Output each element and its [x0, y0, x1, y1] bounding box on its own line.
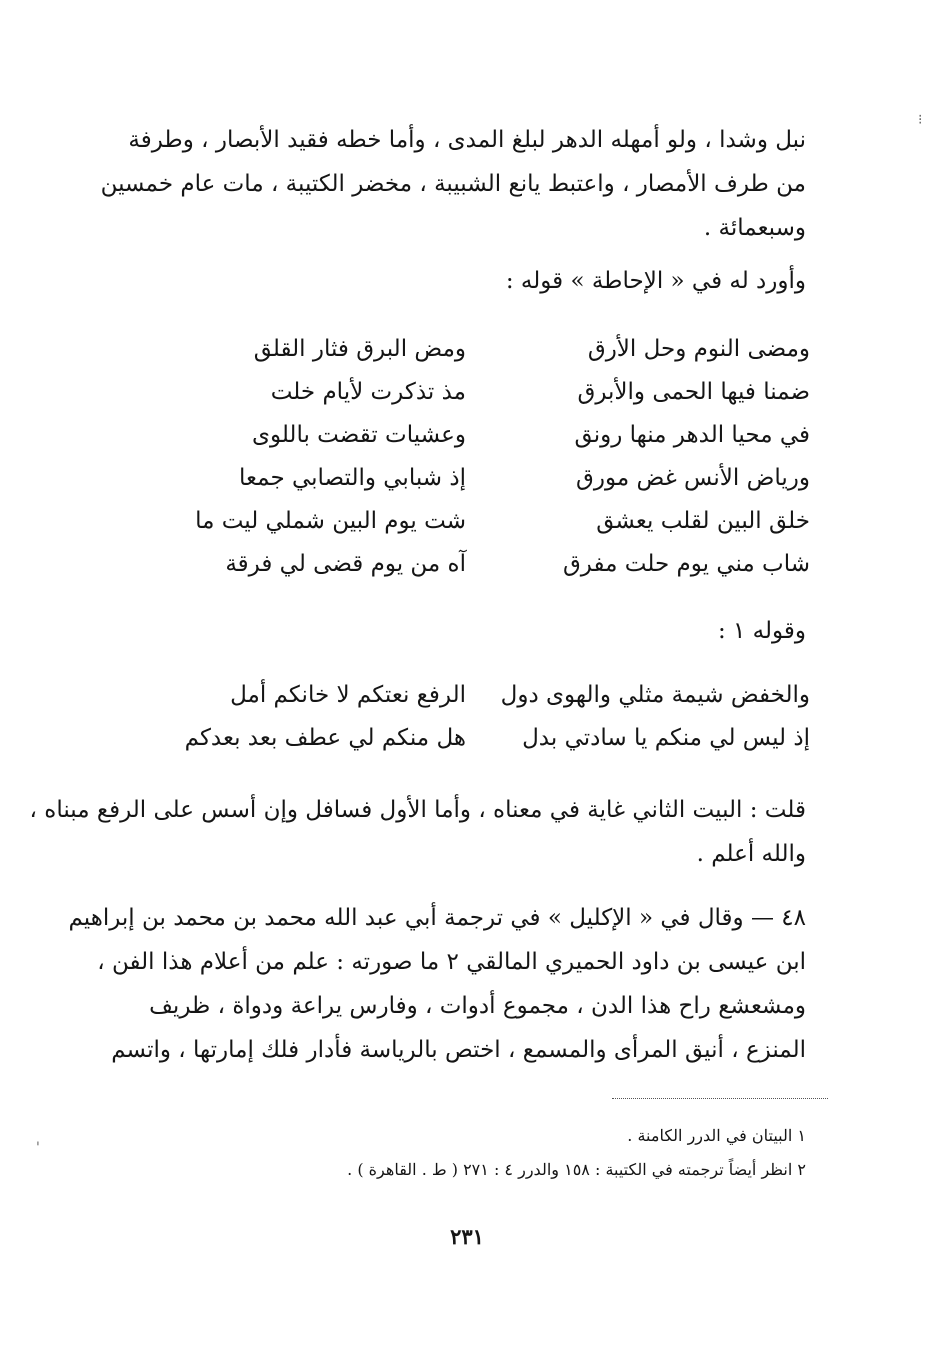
second-hemistich: في محيا الدهر منها رونق [574, 422, 810, 448]
footnote-divider [612, 1098, 828, 1099]
text-line: ابن عيسى بن داود الحميري المالقي ٢ ما صورته : علم من أعلام هذا الفن ، [97, 949, 806, 975]
paragraph-comment [29, 788, 806, 876]
verse-line [150, 500, 810, 543]
footnote-1: ١ البيتان في الدرر الكامنة . [627, 1126, 806, 1145]
second-hemistich: خلق البين لقلب يعشق [596, 508, 810, 534]
poem-one [150, 328, 810, 586]
second-hemistich: ومضى النوم وحل الأرق [587, 336, 810, 362]
margin-mark: ⁝ [918, 112, 923, 128]
verse-line [150, 717, 810, 760]
second-hemistich: إذ ليس لي منكم يا سادتي بدل [522, 725, 810, 751]
first-hemistich: شت يوم البين شملي ليت ما [195, 508, 466, 534]
first-hemistich: وعشيات تقضت باللوى [251, 422, 466, 448]
verse-line [150, 543, 810, 586]
text-line: قلت : البيت الثاني غاية في معناه ، وأما الأول فسافل وإن أسس على الرفع مبناه ، [29, 797, 806, 823]
second-hemistich: ورياض الأنس غض مورق [576, 465, 810, 491]
verse-line [150, 414, 810, 457]
second-hemistich: والخفض شيمة مثلي والهوى دول [500, 682, 810, 708]
text-line: ٤٨ — وقال في « الإكليل » في ترجمة أبي عبد الله محمد بن محمد بن إبراهيم [68, 905, 806, 931]
paragraph-entry-48 [68, 896, 806, 1072]
text-line: وسبعمائة . [703, 215, 806, 241]
verse-line [150, 457, 810, 500]
first-hemistich: ومض البرق فثار القلق [253, 336, 466, 362]
text-line: من طرف الأمصار ، واعتبط يانع الشبيبة ، مخضر الكتيبة ، مات عام خمسين [100, 171, 806, 197]
second-hemistich: شاب مني يوم حلت مفرق [562, 551, 810, 577]
text-line: ومشعشع راح هذا الدن ، مجموع أدوات ، وفارس يراعة ودواة ، ظريف [149, 993, 806, 1019]
verse-line [150, 328, 810, 371]
page-number: ٢٣١ [450, 1224, 484, 1249]
first-hemistich: الرفع نعتكم لا خانكم أمل [230, 682, 466, 708]
second-hemistich: ضمنا فيها الحمى والأبرق [577, 379, 810, 405]
footnote-2: ٢ انظر أيضاً ترجمته في الكتيبة : ١٥٨ والدرر ٤ : ٢٧١ ( ط . القاهرة ) . [347, 1160, 806, 1179]
poem-intro: وأورد له في « الإحاطة » قوله : [505, 268, 806, 294]
text-line: المنزع ، أنيق المرأى والمسمع ، اختص بالرياسة فأدار فلك إمارتها ، واتسم [111, 1037, 806, 1063]
first-hemistich: إذ شبابي والتصابي جمعا [239, 465, 466, 491]
poem-intro: وقوله ١ : [717, 618, 806, 644]
verse-line [150, 371, 810, 414]
poem-two [150, 674, 810, 760]
first-hemistich: مذ تذكرت لأيام خلت [270, 379, 466, 405]
first-hemistich: هل منكم لي عطف بعد بعدكم [184, 725, 466, 751]
paragraph-opening [100, 118, 806, 250]
margin-mark: ' [36, 1140, 40, 1156]
first-hemistich: آه من يوم قضى لي فرقة [225, 551, 466, 577]
text-line: والله أعلم . [696, 841, 806, 867]
verse-line [150, 674, 810, 717]
text-line: نبل وشدا ، ولو أمهله الدهر لبلغ المدى ، وأما خطه فقيد الأبصار ، وطرفة [128, 127, 806, 153]
